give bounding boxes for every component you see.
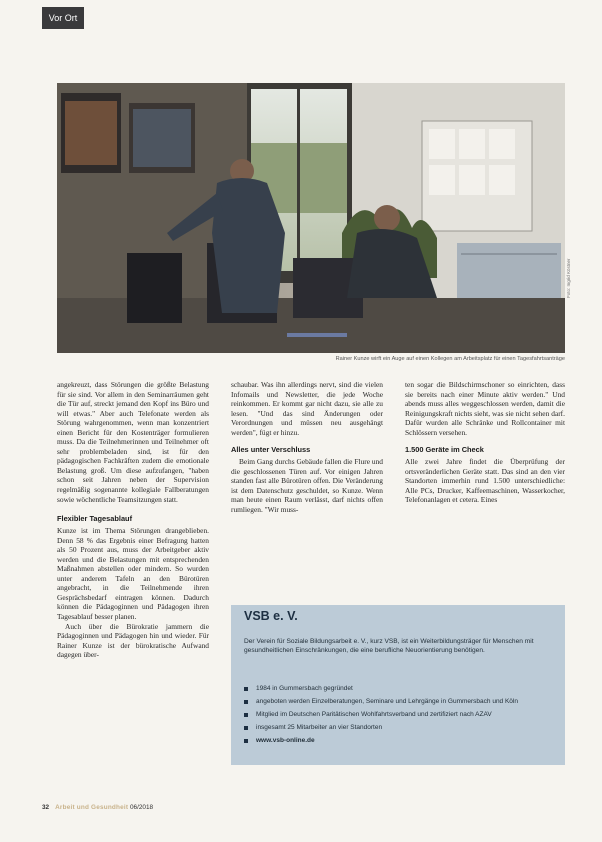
office-scene-image	[57, 83, 565, 353]
paragraph: Kunze ist im Thema Störungen drangeblieben. Denn 58 % das Ergebnis einer Befragung hatten als 50 Prozent aus, muss der Arbeitgeber aktiv werden und die Belastungen mit entsprechenden Maßnahmen abstellen oder mindern. So wurden unter anderem Tafeln an den Bürotüren angebracht, in die Teilnehmende ihren Gesprächsbedarf eintragen können. Dadurch können die Pädagoginnen und Pädagogen ihren Tagesablauf besser planen.	[57, 526, 209, 622]
office-photo	[57, 83, 565, 353]
photo-caption: Rainer Kunze wirft ein Auge auf einen Kollegen am Arbeitsplatz für einen Tagesfahrtsanträge	[335, 356, 565, 362]
section-tab: Vor Ort	[42, 7, 84, 29]
website-link[interactable]: www.vsb-online.de	[244, 737, 554, 746]
list-item: angeboten werden Einzelberatungen, Seminare und Lehrgänge in Gummersbach und Köln	[244, 698, 554, 707]
paragraph: schaubar. Was ihn allerdings nervt, sind die vielen Infomails und Newsletter, die jede Woche reinkommen. Er kommt gar nicht dazu, sie alle zu lesen. "Und das sind Änderungen oder Verordnungen und müssen neu ausgehängt werden", fügt er hinzu.	[231, 380, 383, 437]
subheading-flexibler-tagesablauf: Flexibler Tagesablauf	[57, 514, 133, 524]
subheading-geraete-check: 1.500 Geräte im Check	[405, 445, 484, 455]
paragraph: angekreuzt, dass Störungen die größte Belastung für sie sind. Vor allem in den Seminarräumen geht die Tür auf, streckt jemand den Kopf ins Büro und will etwas." Aber auch Telefonate werden als Störung wahrgenommen, wenn man konzentriert einen Bericht für den Kostenträger formulieren muss. Da die Teilnehmerinnen und Teilnehmer oft sehr problembeladen sind, ist für den pädagogischen Fachkräften zudem die emotionale Belastung groß. Um diese aufzufangen, "haben schon seit Jahren neben der Supervision regelmäßig sogenannte kollegiale Fallberatungen sowie wöchentliche Teamsitzungen statt.	[57, 380, 209, 504]
paragraph: Beim Gang durchs Gebäude fallen die Flure und die geschlossenen Türen auf. Vor einigen Jahren standen fast alle Bürotüren offen. Die Veränderung ist dem Datenschutz geschuldet, so Kunze. Wenn man heute einen Raum verlässt, darf nichts offen rumliegen. "Wir muss-	[231, 457, 383, 515]
info-box-title: VSB e. V.	[244, 609, 298, 623]
text-column-1	[57, 380, 209, 660]
issue-number: 06/2018	[129, 804, 154, 811]
bullet-icon	[244, 713, 248, 717]
info-box-vsb	[231, 605, 565, 765]
bullet-icon	[244, 739, 248, 743]
paragraph: ten sogar die Bildschirmschoner so einrichten, dass sie bereits nach einer Minute aktiv werden." Und abends muss alles weggeschlossen werden, damit die Reinigungskraft nichts sieht, was sie nicht sehen darf. Dafür wurden alle Schränke und Rollcontainer mit Schlössern versehen.	[405, 380, 565, 437]
text-column-3	[405, 380, 565, 505]
bullet-icon	[244, 687, 248, 691]
info-box-list	[244, 685, 554, 750]
list-item: 1984 in Gummersbach gegründet	[244, 685, 554, 694]
info-box-intro: Der Verein für Soziale Bildungsarbeit e. V., kurz VSB, ist ein Weiterbildungsträger für Menschen mit gesundheitlichen Einschränkungen, die eine berufliche Neuorientierung benötigen.	[244, 638, 534, 654]
bullet-icon	[244, 700, 248, 704]
magazine-name: Arbeit und Gesundheit	[55, 804, 129, 811]
text-column-2	[231, 380, 383, 515]
list-item: insgesamt 25 Mitarbeiter an vier Standorten	[244, 724, 554, 733]
page-footer	[42, 804, 153, 811]
subheading-alles-unter-verschluss: Alles unter Verschluss	[231, 445, 311, 455]
list-item: Mitglied im Deutschen Paritätischen Wohlfahrtsverband und zertifiziert nach AZAV	[244, 711, 554, 720]
paragraph: Alle zwei Jahre findet die Überprüfung der ortsveränderlichen Geräte statt. Das sind an den vier Standorten immerhin rund 1.500 unterschiedliche: Alle PCs, Drucker, Kaffeemaschinen, Wasserkocher, Telefonanlagen et cetera. Eines	[405, 457, 565, 505]
page-number: 32	[42, 804, 50, 811]
photo-credit: Foto: Ingrid Köstner	[566, 258, 571, 298]
bullet-icon	[244, 726, 248, 730]
paragraph: Auch über die Bürokratie jammern die Pädagoginnen und Pädagogen hin und wieder. Für Rainer Kunze ist der bürokratische Aufwand dagegen über-	[57, 621, 209, 660]
